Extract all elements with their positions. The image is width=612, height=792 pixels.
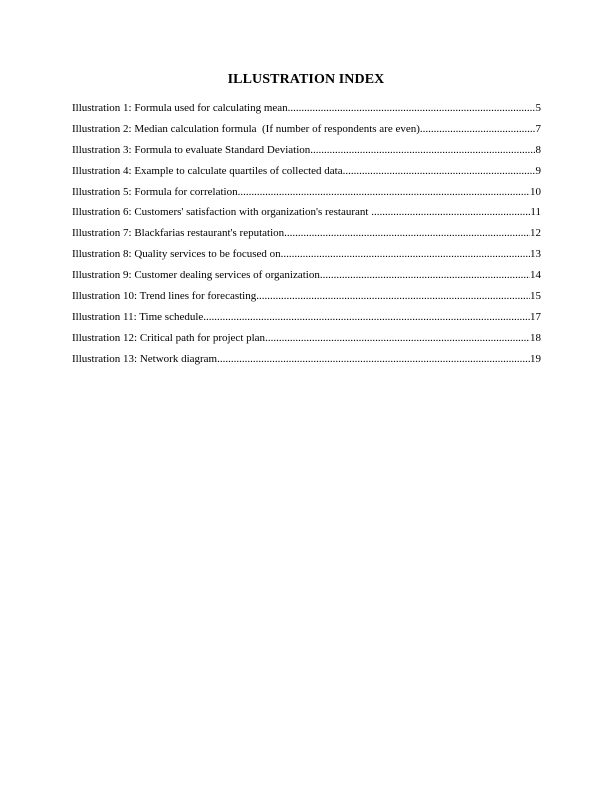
toc-entry-page: 8 <box>535 143 541 156</box>
toc-entry-label: Illustration 8: Quality services to be focused on <box>72 248 281 261</box>
toc-entry-label: Illustration 7: Blackfarias restaurant's reputation <box>72 227 285 240</box>
dot-leader <box>203 310 530 324</box>
toc-entry[interactable] <box>72 268 541 289</box>
toc-entry[interactable] <box>72 185 541 206</box>
toc-entry-page: 11 <box>530 206 541 219</box>
dot-leader <box>371 205 530 219</box>
toc-entry-page: 18 <box>530 331 541 344</box>
dot-leader <box>238 185 530 199</box>
toc-entry-label: Illustration 13: Network diagram <box>72 352 218 365</box>
toc-entry-label: Illustration 10: Trend lines for forecasting <box>72 290 257 303</box>
toc-entry-page: 14 <box>530 269 541 282</box>
toc-entry-page: 10 <box>530 185 541 198</box>
toc-entry[interactable] <box>72 352 541 373</box>
dot-leader <box>288 101 536 115</box>
toc-entry[interactable] <box>72 289 541 310</box>
toc-entry[interactable] <box>72 122 541 143</box>
toc-entry-page: 13 <box>530 248 541 261</box>
toc-entry-label: Illustration 5: Formula for correlation <box>72 185 238 198</box>
toc-entry-page: 17 <box>530 310 541 323</box>
toc-entry-page: 12 <box>530 227 541 240</box>
toc-entry[interactable] <box>72 310 541 331</box>
toc-entry-page: 19 <box>530 352 541 365</box>
toc-entry-label: Illustration 2: Median calculation formula (If number of respondents are even) <box>72 122 420 135</box>
dot-leader <box>320 268 530 282</box>
toc-entry-label: Illustration 11: Time schedule <box>72 310 204 323</box>
toc-entry-page: 15 <box>530 290 541 303</box>
dot-leader <box>256 289 530 303</box>
toc-entry-page: 7 <box>535 122 541 135</box>
toc-entry[interactable] <box>72 247 541 268</box>
dot-leader <box>343 164 536 178</box>
dot-leader <box>217 352 530 366</box>
dot-leader <box>310 143 535 157</box>
page-title: ILLUSTRATION INDEX <box>227 72 385 87</box>
dot-leader <box>265 331 530 345</box>
toc-entry[interactable] <box>72 226 541 247</box>
toc-entry-label: Illustration 9: Customer dealing services of organization <box>72 269 320 282</box>
toc-entry[interactable] <box>72 143 541 164</box>
toc-entry-label: Illustration 4: Example to calculate quartiles of collected data <box>72 164 343 177</box>
toc-entry[interactable] <box>72 205 541 226</box>
dot-leader <box>284 226 530 240</box>
toc-entry[interactable] <box>72 164 541 185</box>
illustration-index-list <box>72 101 541 373</box>
dot-leader <box>420 122 536 136</box>
toc-entry-page: 5 <box>535 102 541 114</box>
toc-entry[interactable] <box>72 331 541 352</box>
toc-entry-label: Illustration 6: Customers' satisfaction with organization's restaurant <box>72 206 372 219</box>
toc-entry-label: Illustration 1: Formula used for calculating mean <box>72 102 288 114</box>
toc-entry[interactable] <box>72 101 541 122</box>
toc-entry-label: Illustration 3: Formula to evaluate Standard Deviation <box>72 143 311 156</box>
dot-leader <box>281 247 530 261</box>
toc-entry-page: 9 <box>535 164 541 177</box>
toc-entry-label: Illustration 12: Critical path for project plan <box>72 331 266 344</box>
